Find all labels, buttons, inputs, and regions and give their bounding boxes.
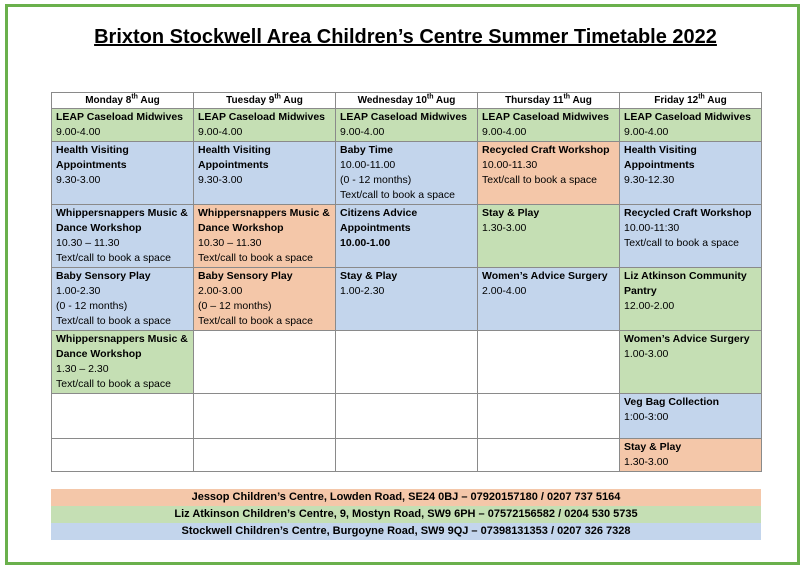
event-title: Stay & Play <box>482 207 540 219</box>
event-detail: 10.00-1.00 <box>340 237 391 249</box>
centre-contact-line: Stockwell Children’s Centre, Burgoyne Road, SW9 9QJ – 07398131353 / 0207 326 7328 <box>51 523 761 540</box>
empty-cell-wednesday <box>336 394 478 439</box>
event-cell-monday <box>52 205 194 268</box>
event-detail: Text/call to book a space <box>198 315 313 327</box>
event-title: Baby Sensory Play <box>56 270 151 282</box>
event-detail: 2.00-4.00 <box>482 285 527 297</box>
event-detail: 1.30 – 2.30 <box>56 363 109 375</box>
empty-cell-wednesday <box>336 331 478 394</box>
event-title: LEAP Caseload Midwives <box>482 111 610 123</box>
event-title: Citizens Advice Appointments <box>340 207 418 234</box>
event-detail: 1.00-2.30 <box>340 285 385 297</box>
event-detail: 2.00-3.00 <box>198 285 243 297</box>
event-detail: Text/call to book a space <box>198 252 313 264</box>
event-detail: 9.00-4.00 <box>482 126 527 138</box>
event-cell-thursday <box>478 109 620 142</box>
event-cell-monday <box>52 331 194 394</box>
event-detail: 9.30-3.00 <box>56 174 101 186</box>
event-detail: 9.30-3.00 <box>198 174 243 186</box>
event-cell-friday <box>620 205 762 268</box>
event-cell-monday <box>52 268 194 331</box>
event-detail: 10.30 – 11.30 <box>198 237 262 249</box>
event-cell-friday <box>620 439 762 472</box>
event-detail: (0 - 12 months) <box>340 174 412 186</box>
event-title: Stay & Play <box>340 270 398 282</box>
event-detail: Text/call to book a space <box>340 189 455 201</box>
event-cell-tuesday <box>194 142 336 205</box>
event-detail: 9.30-12.30 <box>624 174 675 186</box>
event-cell-tuesday <box>194 205 336 268</box>
event-cell-friday <box>620 109 762 142</box>
event-detail: 10.30 – 11.30 <box>56 237 120 249</box>
event-detail: (0 - 12 months) <box>56 300 128 312</box>
timetable-row <box>52 268 762 331</box>
event-title: Women’s Advice Surgery <box>624 333 750 345</box>
day-header-tuesday: Tuesday 9th Aug <box>194 93 336 109</box>
event-detail: 10.00-11.30 <box>482 159 538 171</box>
event-title: LEAP Caseload Midwives <box>198 111 326 123</box>
event-detail: Text/call to book a space <box>56 315 171 327</box>
event-title: Recycled Craft Workshop <box>482 144 610 156</box>
event-title: Health Visiting Appointments <box>624 144 697 171</box>
timetable-row <box>52 142 762 205</box>
event-detail: 1.30-3.00 <box>482 222 527 234</box>
event-detail: Text/call to book a space <box>56 252 171 264</box>
empty-cell-wednesday <box>336 439 478 472</box>
timetable-row <box>52 205 762 268</box>
event-title: Health Visiting Appointments <box>56 144 129 171</box>
event-detail: 1.00-2.30 <box>56 285 101 297</box>
timetable <box>51 92 762 472</box>
empty-cell-thursday <box>478 439 620 472</box>
page-title: Brixton Stockwell Area Children’s Centre Summer Timetable 2022 <box>94 26 717 48</box>
event-title: Stay & Play <box>624 441 682 453</box>
empty-cell-tuesday <box>194 331 336 394</box>
event-detail: Text/call to book a space <box>482 174 597 186</box>
event-cell-monday <box>52 109 194 142</box>
event-title: Health Visiting Appointments <box>198 144 271 171</box>
event-detail: 9.00-4.00 <box>198 126 243 138</box>
event-title: Baby Time <box>340 144 393 156</box>
event-title: LEAP Caseload Midwives <box>56 111 184 123</box>
day-header-thursday: Thursday 11th Aug <box>478 93 620 109</box>
event-detail: 9.00-4.00 <box>56 126 101 138</box>
event-cell-wednesday <box>336 268 478 331</box>
centre-contacts <box>51 489 761 540</box>
day-header-wednesday: Wednesday 10th Aug <box>336 93 478 109</box>
event-title: Veg Bag Collection <box>624 396 720 408</box>
event-cell-monday <box>52 142 194 205</box>
event-detail: 9.00-4.00 <box>340 126 385 138</box>
event-title: Women’s Advice Surgery <box>482 270 608 282</box>
timetable-row <box>52 331 762 394</box>
event-cell-wednesday <box>336 109 478 142</box>
centre-contact-line: Liz Atkinson Children’s Centre, 9, Mostyn Road, SW9 6PH – 07572156582 / 0204 530 5735 <box>51 506 761 523</box>
event-title: LEAP Caseload Midwives <box>624 111 752 123</box>
day-header-monday: Monday 8th Aug <box>52 93 194 109</box>
event-detail: 10.00-11.00 <box>340 159 396 171</box>
event-cell-thursday <box>478 142 620 205</box>
event-cell-thursday <box>478 205 620 268</box>
event-detail: 1:00-3:00 <box>624 411 669 423</box>
empty-cell-thursday <box>478 394 620 439</box>
event-detail: 1.30-3.00 <box>624 456 669 468</box>
empty-cell-monday <box>52 439 194 472</box>
event-detail: (0 – 12 months) <box>198 300 272 312</box>
event-title: Baby Sensory Play <box>198 270 293 282</box>
event-title: Liz Atkinson Community Pantry <box>624 270 747 297</box>
event-cell-friday <box>620 142 762 205</box>
event-detail: 12.00-2.00 <box>624 300 675 312</box>
event-title: Whippersnappers Music & Dance Workshop <box>56 207 188 234</box>
day-header-friday: Friday 12th Aug <box>620 93 762 109</box>
event-detail: Text/call to book a space <box>56 378 171 390</box>
timetable-row <box>52 439 762 472</box>
event-title: Whippersnappers Music & Dance Workshop <box>56 333 188 360</box>
event-cell-tuesday <box>194 109 336 142</box>
event-cell-friday <box>620 331 762 394</box>
event-detail: 9.00-4.00 <box>624 126 669 138</box>
event-title: Whippersnappers Music & Dance Workshop <box>198 207 330 234</box>
event-title: Recycled Craft Workshop <box>624 207 752 219</box>
timetable-row <box>52 394 762 439</box>
event-detail: 1.00-3.00 <box>624 348 669 360</box>
event-title: LEAP Caseload Midwives <box>340 111 468 123</box>
empty-cell-tuesday <box>194 394 336 439</box>
empty-cell-monday <box>52 394 194 439</box>
event-cell-tuesday <box>194 268 336 331</box>
event-detail: 10.00-11:30 <box>624 222 680 234</box>
event-cell-friday <box>620 394 762 439</box>
timetable-row <box>52 109 762 142</box>
empty-cell-thursday <box>478 331 620 394</box>
event-cell-wednesday <box>336 142 478 205</box>
event-detail: Text/call to book a space <box>624 237 739 249</box>
empty-cell-tuesday <box>194 439 336 472</box>
day-header-row <box>52 93 762 109</box>
event-cell-thursday <box>478 268 620 331</box>
event-cell-wednesday <box>336 205 478 268</box>
centre-contact-line: Jessop Children’s Centre, Lowden Road, SE24 0BJ – 07920157180 / 0207 737 5164 <box>51 489 761 506</box>
event-cell-friday <box>620 268 762 331</box>
